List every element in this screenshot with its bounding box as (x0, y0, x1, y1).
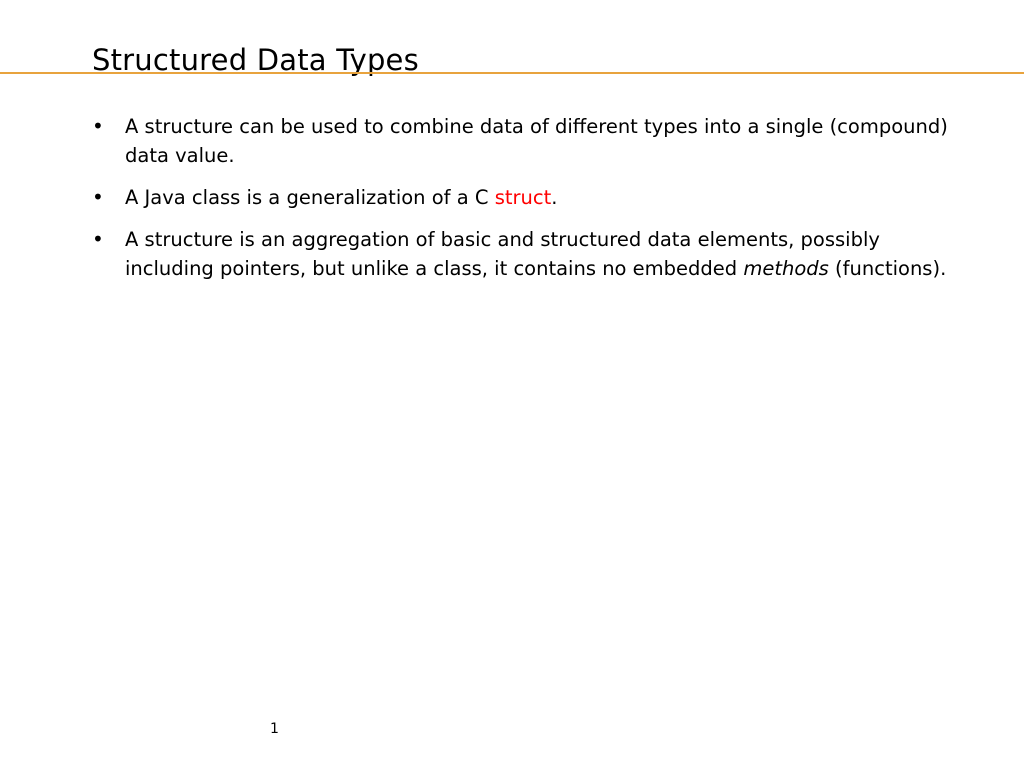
bullet-1-segment-0: A structure can be used to combine data of different types into a single (compound) data value. (125, 115, 948, 167)
bullet-3-segment-2: (functions). (828, 257, 947, 280)
bullet-marker-icon: • (92, 185, 104, 209)
bullet-2-segment-0: A Java class is a generalization of a C (125, 186, 495, 209)
bullet-2-keyword-struct: struct (494, 186, 552, 209)
list-item (88, 183, 948, 212)
bullet-1-text (125, 112, 948, 170)
bullet-2-text (125, 183, 948, 212)
title-divider (0, 72, 1024, 74)
bullet-3-segment-0: A structure is an aggregation of basic and structured data elements, possibly including pointers, but unlike a class, it contains no embedded (125, 228, 880, 280)
bullet-3-emphasis-methods: methods (743, 257, 829, 280)
bullet-2-segment-2: . (551, 186, 558, 209)
bullet-marker-icon: • (92, 114, 104, 138)
bullet-3-text (125, 225, 948, 283)
page-title: Structured Data Types (92, 43, 419, 78)
slide-body (88, 112, 948, 296)
bullet-marker-icon: • (92, 227, 104, 251)
list-item (88, 225, 948, 283)
list-item (88, 112, 948, 170)
page-number: 1 (270, 721, 279, 737)
